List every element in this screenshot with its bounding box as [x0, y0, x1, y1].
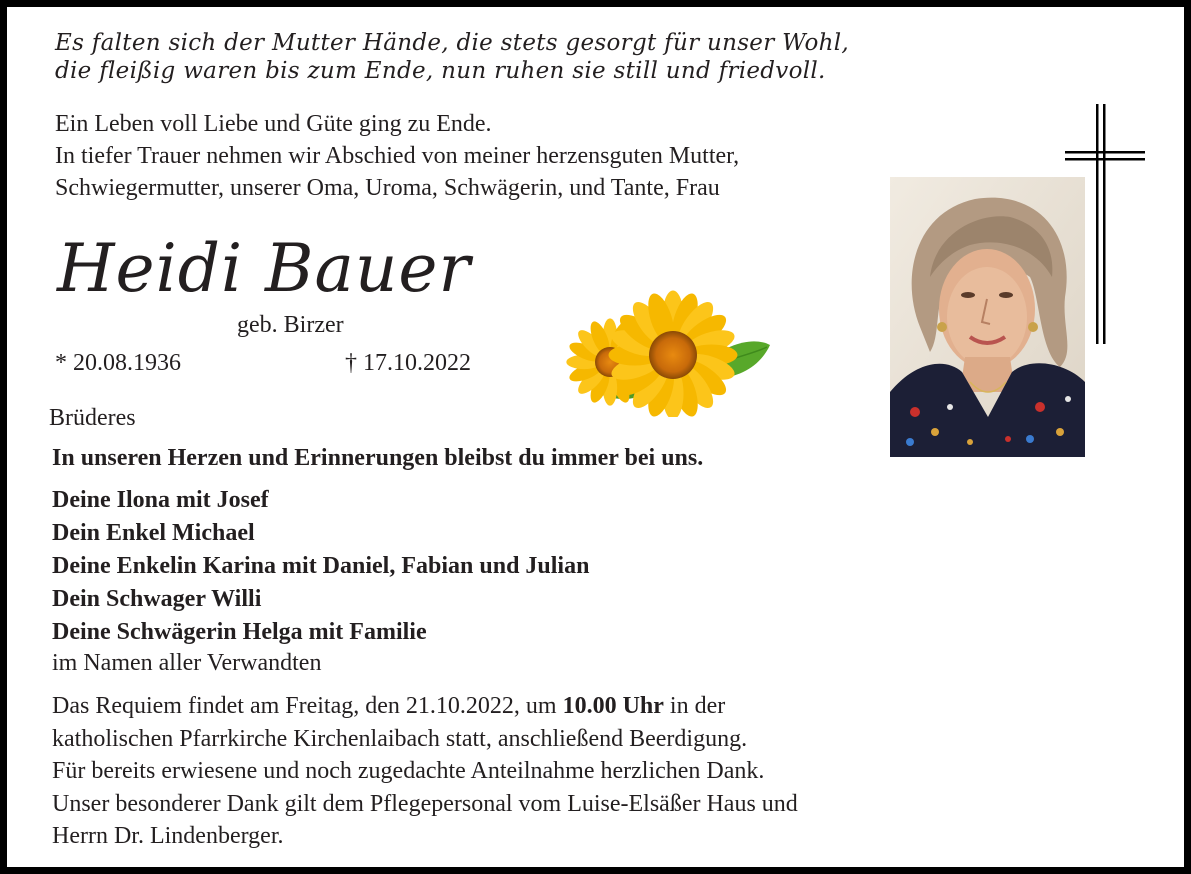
intro-text: [55, 108, 739, 204]
service-line-1: Das Requiem findet am Freitag, den 21.10.2022, um 10.00 Uhr in der: [52, 693, 726, 719]
service-line-2: katholischen Pfarrkirche Kirchenlaibach statt, anschließend Beerdigung.: [52, 725, 748, 752]
intro-line-2: In tiefer Trauer nehmen wir Abschied von meiner herzensguten Mutter,: [55, 143, 740, 169]
service-time: 10.00 Uhr: [562, 693, 664, 719]
intro-line-3: Schwiegermutter, unserer Oma, Uroma, Schwägerin, und Tante, Frau: [55, 175, 720, 201]
sunflowers-icon: [555, 287, 777, 417]
intro-line-1: Ein Leben voll Liebe und Güte ging zu Ende.: [55, 111, 492, 137]
mourner-line: Dein Schwager Willi: [52, 586, 262, 612]
relatives-note: im Namen aller Verwandten: [52, 650, 322, 676]
poem-line-1: Es falten sich der Mutter Hände, die stets gesorgt für unser Wohl,: [55, 30, 850, 56]
service-details: [52, 690, 798, 853]
poem-line-2: die fleißig waren bis zum Ende, nun ruhen sie still und friedvoll.: [55, 58, 826, 84]
birth-date: * 20.08.1936: [55, 350, 181, 376]
residence: Brüderes: [49, 405, 136, 431]
mourners-list: [52, 484, 589, 649]
cross-icon: [1059, 99, 1149, 349]
poem: [55, 29, 849, 85]
death-date: † 17.10.2022: [345, 350, 471, 376]
deceased-name: Heidi Bauer: [57, 230, 472, 307]
mourner-line: Deine Ilona mit Josef: [52, 487, 269, 513]
thanks-line-1: Für bereits erwiesene und noch zugedachte Anteilnahme herzlichen Dank.: [52, 758, 765, 784]
portrait-photo: [890, 177, 1085, 457]
memorial-motto: In unseren Herzen und Erinnerungen bleibst du immer bei uns.: [52, 445, 704, 471]
birth-name: geb. Birzer: [237, 312, 344, 338]
mourner-line: Dein Enkel Michael: [52, 520, 255, 546]
mourner-line: Deine Schwägerin Helga mit Familie: [52, 619, 427, 645]
thanks-line-2: Unser besonderer Dank gilt dem Pflegepersonal vom Luise-Elsäßer Haus und: [52, 790, 798, 817]
thanks-line-3: Herrn Dr. Lindenberger.: [52, 823, 284, 849]
mourner-line: Deine Enkelin Karina mit Daniel, Fabian und Julian: [52, 553, 590, 579]
